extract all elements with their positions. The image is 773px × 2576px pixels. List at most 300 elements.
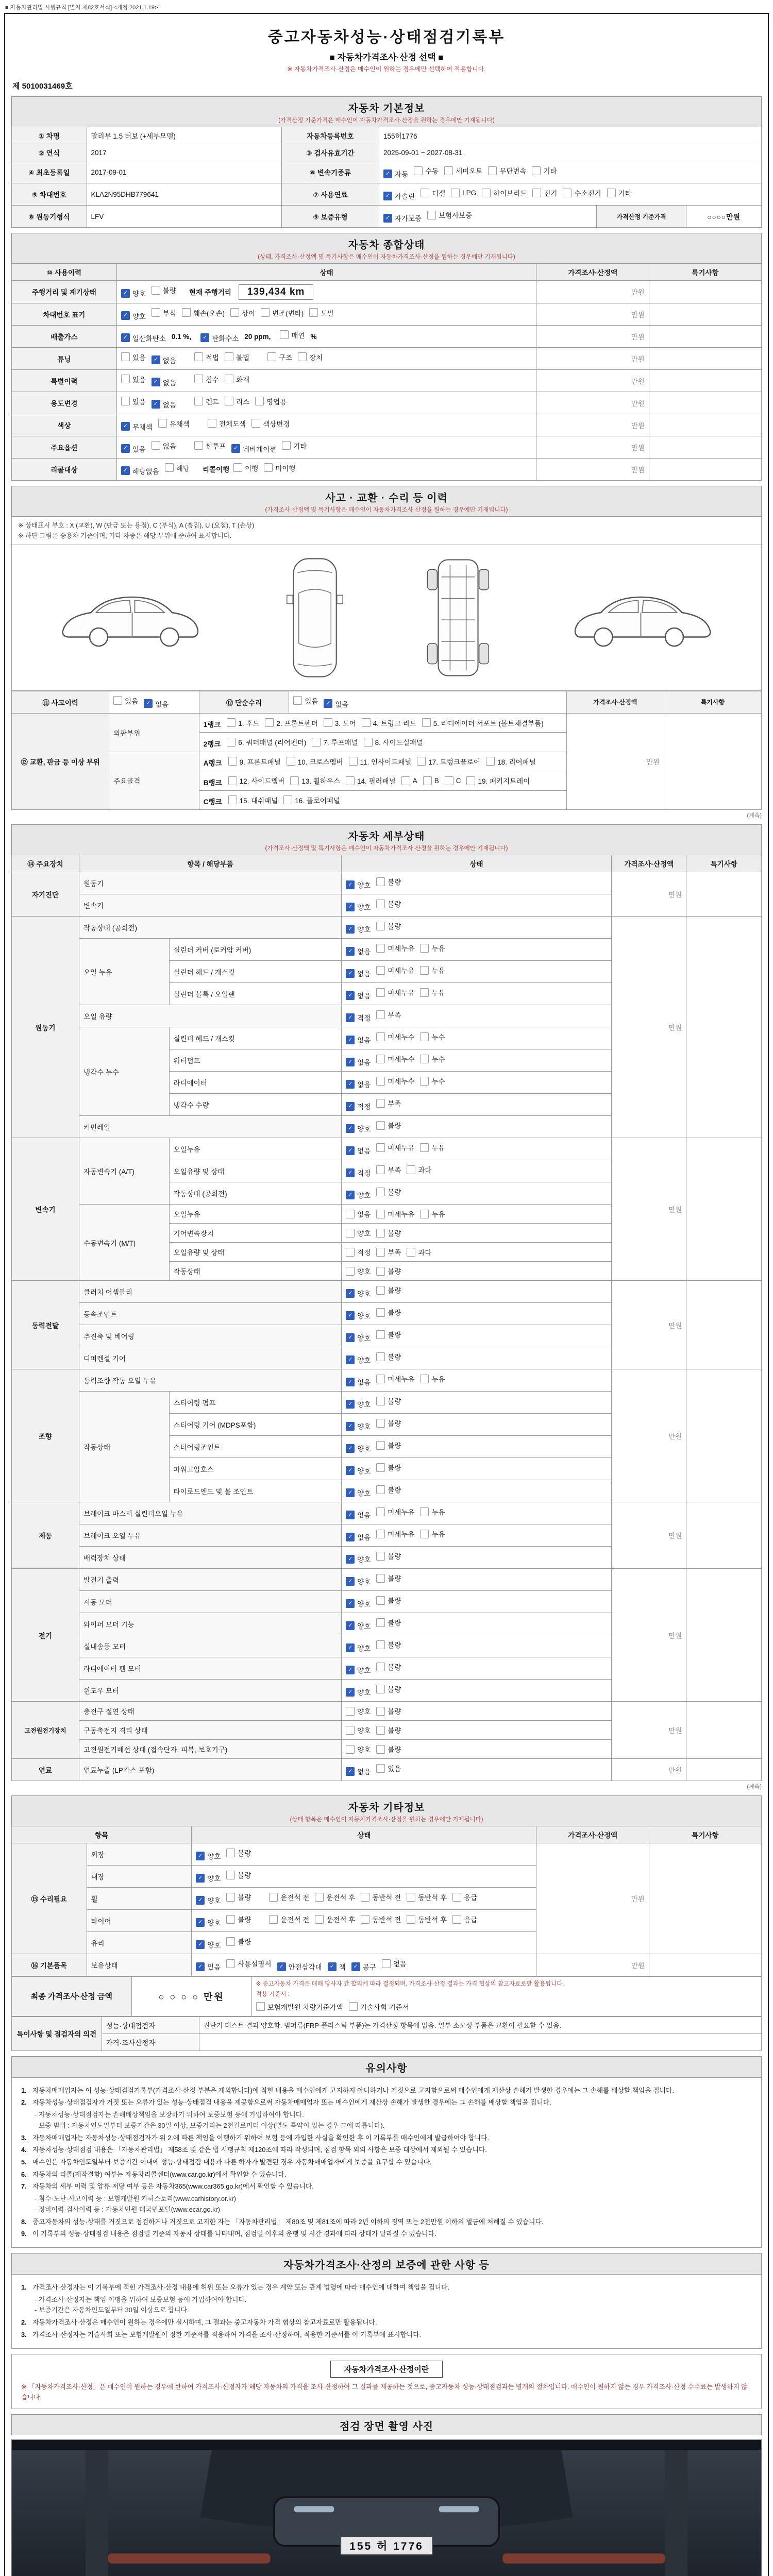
- checkbox-unchecked[interactable]: [376, 1076, 414, 1086]
- checkbox-unchecked[interactable]: [165, 463, 190, 473]
- checkbox-box: [376, 1210, 385, 1218]
- checkbox-unchecked[interactable]: [376, 1187, 401, 1197]
- checkbox-checked[interactable]: [383, 168, 408, 179]
- checkbox-unchecked[interactable]: [121, 352, 146, 362]
- checkbox-box: [265, 718, 274, 727]
- checkbox-box: [401, 776, 410, 785]
- notice-text: 자동차성능·상태점검자가 거짓 또는 오류가 있는 성능·상태점검 내용을 제공함으로써 자동차매매업자 또는 매수인에게 재산상 손해가 발생한 경우에는 그 손해를 배상할 책임을 집니다.: [32, 2098, 551, 2107]
- checkbox-checked[interactable]: [121, 466, 159, 476]
- checkbox-checked[interactable]: [121, 444, 146, 454]
- section-header-photos: [11, 2414, 762, 2435]
- checkbox-box: [376, 1707, 385, 1716]
- checkbox-unchecked[interactable]: [376, 1506, 414, 1517]
- checkbox-checked[interactable]: [196, 1895, 221, 1905]
- checkbox-box: ✓: [328, 1962, 337, 1971]
- checkbox-checked[interactable]: [346, 1620, 371, 1631]
- checkbox-unchecked[interactable]: [376, 1396, 401, 1406]
- checkbox-unchecked[interactable]: [376, 1209, 414, 1219]
- cell: [342, 1524, 612, 1547]
- checkbox-unchecked[interactable]: [267, 352, 292, 362]
- checkbox-unchecked[interactable]: [407, 1892, 447, 1902]
- checkbox-unchecked[interactable]: [349, 756, 412, 767]
- checkbox-label: 불량: [388, 1420, 401, 1428]
- checkbox-checked[interactable]: [346, 1288, 371, 1298]
- checkbox-unchecked[interactable]: [228, 775, 285, 786]
- checkbox-unchecked[interactable]: [264, 463, 295, 473]
- checkbox-unchecked[interactable]: [194, 440, 226, 451]
- price-definition-title: 자동차가격조사·산정이란: [330, 2361, 443, 2378]
- checkbox-checked[interactable]: [196, 1961, 221, 1972]
- checkbox-label: 양호: [357, 1445, 371, 1453]
- cell: 냉각수 누수: [79, 1027, 169, 1116]
- cell-text: B랭크: [203, 778, 222, 787]
- checkbox-checked[interactable]: [121, 311, 146, 321]
- checkbox-unchecked[interactable]: [194, 396, 219, 406]
- checkbox-checked[interactable]: [346, 1057, 371, 1067]
- checkbox-unchecked[interactable]: [376, 1706, 401, 1716]
- notice-number: 3.: [21, 2330, 27, 2338]
- checkbox-checked[interactable]: [383, 191, 415, 201]
- checkbox-unchecked[interactable]: [376, 1484, 401, 1495]
- checkbox-checked[interactable]: [346, 1465, 371, 1476]
- cell: 만원: [536, 1954, 649, 1976]
- checkbox-checked[interactable]: [346, 1665, 371, 1675]
- checkbox-unchecked[interactable]: [346, 1706, 371, 1716]
- checkbox-unchecked[interactable]: [227, 737, 306, 747]
- checkbox-box: ✓: [346, 1355, 355, 1364]
- checkbox-box: [194, 397, 203, 405]
- cell: [342, 894, 612, 917]
- section-title: 유의사항: [365, 2062, 408, 2074]
- checkbox-unchecked[interactable]: [182, 308, 225, 318]
- checkbox-unchecked[interactable]: [293, 696, 318, 706]
- checkbox-box: [346, 1248, 355, 1257]
- checkbox-unchecked[interactable]: [376, 1054, 414, 1064]
- checkbox-label: 누유: [431, 945, 445, 953]
- checkbox-unchecked[interactable]: [376, 1164, 401, 1175]
- checkbox-label: 7. 루프패널: [323, 739, 358, 747]
- checkbox-unchecked[interactable]: [421, 188, 445, 198]
- checkbox-checked[interactable]: [346, 1554, 371, 1564]
- checkbox-box: [452, 1893, 461, 1902]
- checkbox-unchecked[interactable]: [423, 776, 439, 785]
- checkbox-unchecked[interactable]: [152, 308, 176, 318]
- checkbox-checked[interactable]: [346, 1101, 371, 1111]
- notice-text: 자동차의 세부 이력 및 압류·저당 여부 등은 자동차365(www.car365.go.kr)에서 확인할 수 있습니다.: [32, 2182, 314, 2191]
- cell: 만원: [536, 436, 649, 458]
- cell: 등속조인트: [79, 1303, 341, 1325]
- checkbox-checked[interactable]: [346, 1377, 371, 1387]
- checkbox-checked[interactable]: [121, 288, 146, 298]
- checkbox-checked[interactable]: [152, 355, 176, 365]
- checkbox-unchecked[interactable]: [226, 1936, 251, 1946]
- checkbox-checked[interactable]: [121, 421, 153, 432]
- checkbox-unchecked[interactable]: [121, 396, 146, 406]
- checkbox-unchecked[interactable]: [376, 1763, 401, 1773]
- section-header-price-guarantee: [11, 2253, 762, 2274]
- checkbox-checked[interactable]: [346, 1332, 371, 1343]
- checkbox-unchecked[interactable]: [346, 1744, 371, 1754]
- checkbox-unchecked[interactable]: [376, 1595, 401, 1605]
- checkbox-label: 침수: [205, 376, 219, 384]
- checkbox-checked[interactable]: [346, 1421, 371, 1431]
- checkbox-unchecked[interactable]: [346, 1228, 371, 1238]
- checkbox-box: ✓: [121, 422, 130, 431]
- checkbox-unchecked[interactable]: [225, 352, 249, 362]
- checkbox-unchecked[interactable]: [208, 418, 246, 429]
- checkbox-unchecked[interactable]: [488, 165, 526, 176]
- checkbox-unchecked[interactable]: [152, 440, 176, 451]
- checkbox-unchecked[interactable]: [265, 718, 317, 728]
- checkbox-label: 매연: [291, 331, 305, 340]
- cell-text: 2랭크: [203, 740, 221, 748]
- cell: [199, 752, 566, 771]
- checkbox-unchecked[interactable]: [194, 352, 219, 362]
- checkbox-unchecked[interactable]: [452, 1914, 477, 1924]
- checkbox-unchecked[interactable]: [349, 2002, 409, 2012]
- checkbox-unchecked[interactable]: [486, 756, 536, 767]
- checkbox-checked[interactable]: [196, 1851, 221, 1861]
- checkbox-checked[interactable]: [346, 1310, 371, 1320]
- checkbox-unchecked[interactable]: [376, 1725, 401, 1735]
- checkbox-unchecked[interactable]: [346, 1209, 371, 1219]
- checkbox-checked[interactable]: [277, 1961, 322, 1972]
- cell: ⑥ 변속기종류: [281, 161, 379, 183]
- checkbox-checked[interactable]: [346, 902, 371, 912]
- checkbox-unchecked[interactable]: [376, 1374, 414, 1384]
- checkbox-unchecked[interactable]: [376, 1031, 414, 1042]
- checkbox-unchecked[interactable]: [420, 1374, 445, 1384]
- checkbox-unchecked[interactable]: [230, 308, 255, 318]
- checkbox-unchecked[interactable]: [563, 188, 601, 198]
- checkbox-unchecked[interactable]: [422, 718, 544, 728]
- checkbox-unchecked[interactable]: [376, 987, 414, 997]
- checkbox-unchecked[interactable]: [420, 1031, 445, 1042]
- checkbox-unchecked[interactable]: [225, 396, 249, 406]
- checkbox-box: [182, 308, 191, 317]
- checkbox-unchecked[interactable]: [420, 1054, 445, 1064]
- checkbox-unchecked[interactable]: [376, 1142, 414, 1153]
- checkbox-unchecked[interactable]: [420, 1142, 445, 1153]
- checkbox-label: 불량: [388, 1553, 401, 1561]
- cell: [342, 1613, 612, 1635]
- checkbox-unchecked[interactable]: [256, 2002, 343, 2012]
- checkbox-checked[interactable]: [346, 1012, 371, 1023]
- checkbox-label: 과다: [418, 1166, 432, 1174]
- checkbox-box: [466, 776, 475, 785]
- checkbox-box: [226, 1959, 235, 1968]
- checkbox-unchecked[interactable]: [225, 374, 249, 384]
- checkbox-box: ✓: [346, 1333, 355, 1342]
- checkbox-unchecked[interactable]: [376, 1247, 401, 1257]
- checkbox-label: 양호: [357, 1467, 371, 1475]
- checkbox-box: [376, 988, 385, 997]
- checkbox-unchecked[interactable]: [420, 1506, 445, 1517]
- checkbox-unchecked[interactable]: [401, 776, 417, 785]
- checkbox-unchecked[interactable]: [361, 1892, 401, 1902]
- cell: 작동상태 (공회전): [169, 1182, 342, 1205]
- checkbox-box: [280, 330, 289, 339]
- checkbox-label: 누수: [431, 1033, 445, 1041]
- checkbox-unchecked[interactable]: [228, 756, 281, 767]
- checkbox-label: 적정: [357, 1103, 371, 1111]
- checkbox-unchecked[interactable]: [315, 1892, 355, 1902]
- checkbox-unchecked[interactable]: [482, 188, 527, 198]
- checkbox-unchecked[interactable]: [227, 718, 259, 728]
- checkbox-unchecked[interactable]: [228, 795, 278, 805]
- checkbox-unchecked[interactable]: [346, 1247, 371, 1257]
- checkbox-checked[interactable]: [346, 1035, 371, 1045]
- checkbox-unchecked[interactable]: [376, 943, 414, 953]
- checkbox-unchecked[interactable]: [376, 1684, 401, 1694]
- checkbox-unchecked[interactable]: [420, 1076, 445, 1086]
- cell-text: 20 ppm,: [244, 333, 271, 341]
- checkbox-label: 불량: [388, 1464, 401, 1472]
- checkbox-unchecked[interactable]: [407, 1164, 431, 1175]
- notice-number: 6.: [21, 2170, 27, 2178]
- checkbox-box: ✓: [346, 1488, 355, 1497]
- checkbox-unchecked[interactable]: [376, 1529, 414, 1539]
- checkbox-label: 미세누유: [388, 1531, 415, 1538]
- checkbox-unchecked[interactable]: [226, 1958, 271, 1969]
- checkbox-box: [376, 1640, 385, 1649]
- checkbox-unchecked[interactable]: [364, 737, 423, 747]
- cell: 휠: [87, 1888, 192, 1910]
- cell: [342, 1702, 612, 1721]
- checkbox-checked[interactable]: [346, 946, 371, 956]
- checkbox-label: 공구: [362, 1963, 376, 1971]
- checkbox-unchecked[interactable]: [309, 308, 334, 318]
- checkbox-unchecked[interactable]: [361, 1914, 401, 1924]
- checkbox-unchecked[interactable]: [194, 374, 219, 384]
- checkbox-box: [251, 419, 260, 428]
- checkbox-unchecked[interactable]: [452, 1892, 477, 1902]
- checkbox-label: 운전석 전: [280, 1916, 310, 1924]
- checkbox-unchecked[interactable]: [451, 189, 476, 197]
- checkbox-checked[interactable]: [196, 1939, 221, 1950]
- cell: 만원: [611, 1369, 686, 1502]
- checkbox-unchecked[interactable]: [315, 1914, 355, 1924]
- checkbox-unchecked[interactable]: [445, 776, 461, 785]
- checkbox-unchecked[interactable]: [532, 165, 557, 176]
- cell: [342, 1680, 612, 1702]
- checkbox-checked[interactable]: [346, 1354, 371, 1365]
- checkbox-checked[interactable]: [196, 1873, 221, 1883]
- checkbox-checked[interactable]: [351, 1961, 376, 1972]
- checkbox-unchecked[interactable]: [407, 1914, 447, 1924]
- checkbox-checked[interactable]: [346, 1145, 371, 1156]
- checkbox-unchecked[interactable]: [226, 1914, 251, 1924]
- checkbox-unchecked[interactable]: [420, 943, 445, 953]
- checkbox-unchecked[interactable]: [466, 775, 530, 786]
- checkbox-checked[interactable]: [346, 968, 371, 978]
- cell: 작동상태: [169, 1262, 342, 1281]
- checkbox-unchecked[interactable]: [382, 1958, 407, 1969]
- checkbox-box: [445, 776, 453, 785]
- checkbox-unchecked[interactable]: [376, 1662, 401, 1672]
- checkbox-unchecked[interactable]: [226, 1892, 251, 1902]
- checkbox-unchecked[interactable]: [376, 1266, 401, 1276]
- checkbox-checked[interactable]: [346, 1576, 371, 1586]
- checkbox-unchecked[interactable]: [282, 440, 307, 451]
- checkbox-label: 잭: [339, 1963, 346, 1971]
- checkbox-label: 운전석 후: [326, 1894, 356, 1902]
- cell: [342, 961, 612, 983]
- checkbox-unchecked[interactable]: [376, 1009, 401, 1020]
- cell: 스티어링 기어 (MDPS포함): [169, 1414, 342, 1436]
- checkbox-box: [532, 189, 541, 197]
- cell: 색상: [12, 414, 117, 436]
- checkbox-checked[interactable]: [346, 1598, 371, 1608]
- checkbox-unchecked[interactable]: [420, 965, 445, 975]
- checkbox-unchecked[interactable]: [121, 374, 146, 384]
- cell: [342, 983, 612, 1005]
- checkbox-checked[interactable]: [346, 1399, 371, 1409]
- checkbox-unchecked[interactable]: [376, 1617, 401, 1628]
- checkbox-label: 미세누유: [388, 967, 415, 975]
- checkbox-unchecked[interactable]: [376, 1351, 401, 1362]
- checkbox-label: 있음: [132, 376, 146, 384]
- checkbox-unchecked[interactable]: [376, 876, 401, 887]
- checkbox-unchecked[interactable]: [427, 210, 472, 220]
- checkbox-box: [376, 1330, 385, 1339]
- checkbox-checked[interactable]: [346, 1443, 371, 1453]
- checkbox-unchecked[interactable]: [158, 418, 190, 429]
- checkbox-checked[interactable]: [346, 1687, 371, 1697]
- checkbox-label: 보험개발원 차량기준가액: [267, 2003, 343, 2011]
- checkbox-unchecked[interactable]: [261, 308, 304, 318]
- checkbox-unchecked[interactable]: [420, 1529, 445, 1539]
- checkbox-unchecked[interactable]: [280, 330, 305, 340]
- checkbox-box: [361, 1893, 369, 1902]
- cell-text: 139,434 km: [239, 284, 313, 300]
- checkbox-unchecked[interactable]: [532, 188, 557, 198]
- checkbox-checked[interactable]: [152, 399, 176, 410]
- checkbox-unchecked[interactable]: [152, 285, 176, 295]
- checkbox-unchecked[interactable]: [376, 1098, 401, 1108]
- checkbox-checked[interactable]: [196, 1917, 221, 1927]
- checkbox-label: 양호: [357, 1708, 371, 1716]
- checkbox-unchecked[interactable]: [376, 1228, 401, 1238]
- checkbox-checked[interactable]: [346, 990, 371, 1001]
- checkbox-unchecked[interactable]: [312, 737, 358, 747]
- checkbox-checked[interactable]: [324, 699, 348, 709]
- checkbox-unchecked[interactable]: [376, 899, 401, 909]
- checkbox-unchecked[interactable]: [346, 1725, 371, 1735]
- checkbox-checked[interactable]: [346, 1532, 371, 1542]
- checkbox-unchecked[interactable]: [113, 696, 138, 706]
- checkbox-box: [194, 375, 203, 383]
- checkbox-unchecked[interactable]: [376, 1744, 401, 1754]
- checkbox-unchecked[interactable]: [233, 463, 258, 473]
- checkbox-box: ✓: [152, 355, 160, 364]
- checkbox-unchecked[interactable]: [287, 756, 343, 767]
- checkbox-unchecked[interactable]: [407, 1247, 431, 1257]
- checkbox-unchecked[interactable]: [376, 1639, 401, 1650]
- checkbox-unchecked[interactable]: [269, 1914, 309, 1924]
- checkbox-checked[interactable]: [346, 1123, 371, 1133]
- notice-subitem: - 정비이력·검사이력 등 : 자동차민원 대국민포털(www.ecar.go.kr): [35, 2205, 221, 2213]
- checkbox-label: 없음: [357, 1059, 371, 1066]
- checkbox-checked[interactable]: [346, 1510, 371, 1520]
- checkbox-unchecked[interactable]: [362, 718, 416, 728]
- checkbox-checked[interactable]: [346, 1079, 371, 1089]
- checkbox-box: [451, 189, 460, 197]
- checkbox-checked[interactable]: [346, 1766, 371, 1776]
- checkbox-unchecked[interactable]: [376, 1573, 401, 1583]
- checkbox-unchecked[interactable]: [324, 718, 356, 728]
- checkbox-unchecked[interactable]: [226, 1870, 251, 1880]
- checkbox-unchecked[interactable]: [420, 1209, 445, 1219]
- checkbox-checked[interactable]: [383, 213, 422, 223]
- section-header-accident: [11, 486, 762, 516]
- checkbox-unchecked[interactable]: [251, 418, 290, 429]
- cell-text: 현재 주행거리: [189, 288, 231, 296]
- checkbox-checked[interactable]: [346, 1167, 371, 1178]
- checkbox-unchecked[interactable]: [346, 1266, 371, 1276]
- checkbox-unchecked[interactable]: [346, 775, 396, 786]
- checkbox-unchecked[interactable]: [417, 756, 480, 767]
- cell: [649, 369, 761, 392]
- checkbox-label: 양호: [357, 904, 371, 911]
- checkbox-unchecked[interactable]: [376, 1440, 401, 1450]
- checkbox-label: 9. 프론트패널: [239, 758, 281, 766]
- checkbox-unchecked[interactable]: [298, 352, 323, 362]
- checkbox-checked[interactable]: [152, 377, 176, 387]
- checkbox-unchecked[interactable]: [283, 795, 340, 805]
- checkbox-label: 일산화탄소: [132, 334, 166, 343]
- checkbox-unchecked[interactable]: [607, 188, 632, 198]
- checkbox-unchecked[interactable]: [376, 1462, 401, 1472]
- checkbox-checked[interactable]: [231, 444, 276, 454]
- checkbox-unchecked[interactable]: [226, 1848, 251, 1858]
- checkbox-checked[interactable]: [200, 333, 239, 343]
- checkbox-box: [225, 397, 233, 405]
- checkbox-unchecked[interactable]: [376, 965, 414, 975]
- checkbox-checked[interactable]: [346, 1642, 371, 1653]
- checkbox-unchecked[interactable]: [376, 1307, 401, 1317]
- checkbox-checked[interactable]: [346, 1190, 371, 1200]
- checkbox-unchecked[interactable]: [290, 775, 340, 786]
- checkbox-checked[interactable]: [346, 924, 371, 934]
- checkbox-checked[interactable]: [144, 699, 169, 709]
- checkbox-unchecked[interactable]: [444, 165, 482, 176]
- checkbox-checked[interactable]: [346, 879, 371, 890]
- checkbox-unchecked[interactable]: [376, 1418, 401, 1428]
- checkbox-checked[interactable]: [121, 333, 166, 343]
- checkbox-label: 8. 사이드실패널: [375, 739, 423, 747]
- checkbox-label: 양호: [357, 1746, 371, 1754]
- checkbox-unchecked[interactable]: [376, 1329, 401, 1340]
- checkbox-box: [364, 738, 373, 747]
- checkbox-box: ✓: [346, 1191, 355, 1199]
- checkbox-checked[interactable]: [346, 1487, 371, 1498]
- checkbox-unchecked[interactable]: [376, 1285, 401, 1295]
- checkbox-unchecked[interactable]: [376, 1551, 401, 1561]
- checkbox-box: [427, 211, 436, 219]
- checkbox-box: ✓: [346, 1058, 355, 1066]
- cell: 고전원전기배선 상태 (접속단자, 피복, 보호기구): [79, 1740, 341, 1759]
- checkbox-unchecked[interactable]: [414, 165, 439, 176]
- cell: 2025-09-01 ~ 2027-08-31: [379, 144, 761, 161]
- checkbox-checked[interactable]: [328, 1961, 346, 1972]
- checkbox-unchecked[interactable]: [376, 921, 401, 931]
- checkbox-unchecked[interactable]: [420, 987, 445, 997]
- price-definition-text: ※ 「자동차가격조사·산정」은 매수인이 원하는 경우에 한하여 가격조사·산정자가 해당 자동차의 가격을 조사·산정하여 그 결과를 제공하는 것으로, 중고자동차 성능·상태점검과는 별개의 절차입니다. 매수인이 원하지 않는 경우 가격조사·산정 수수료는 발생하지 않습니다.: [21, 2383, 748, 2401]
- checkbox-unchecked[interactable]: [269, 1892, 309, 1902]
- checkbox-unchecked[interactable]: [255, 396, 287, 406]
- checkbox-unchecked[interactable]: [376, 1120, 401, 1130]
